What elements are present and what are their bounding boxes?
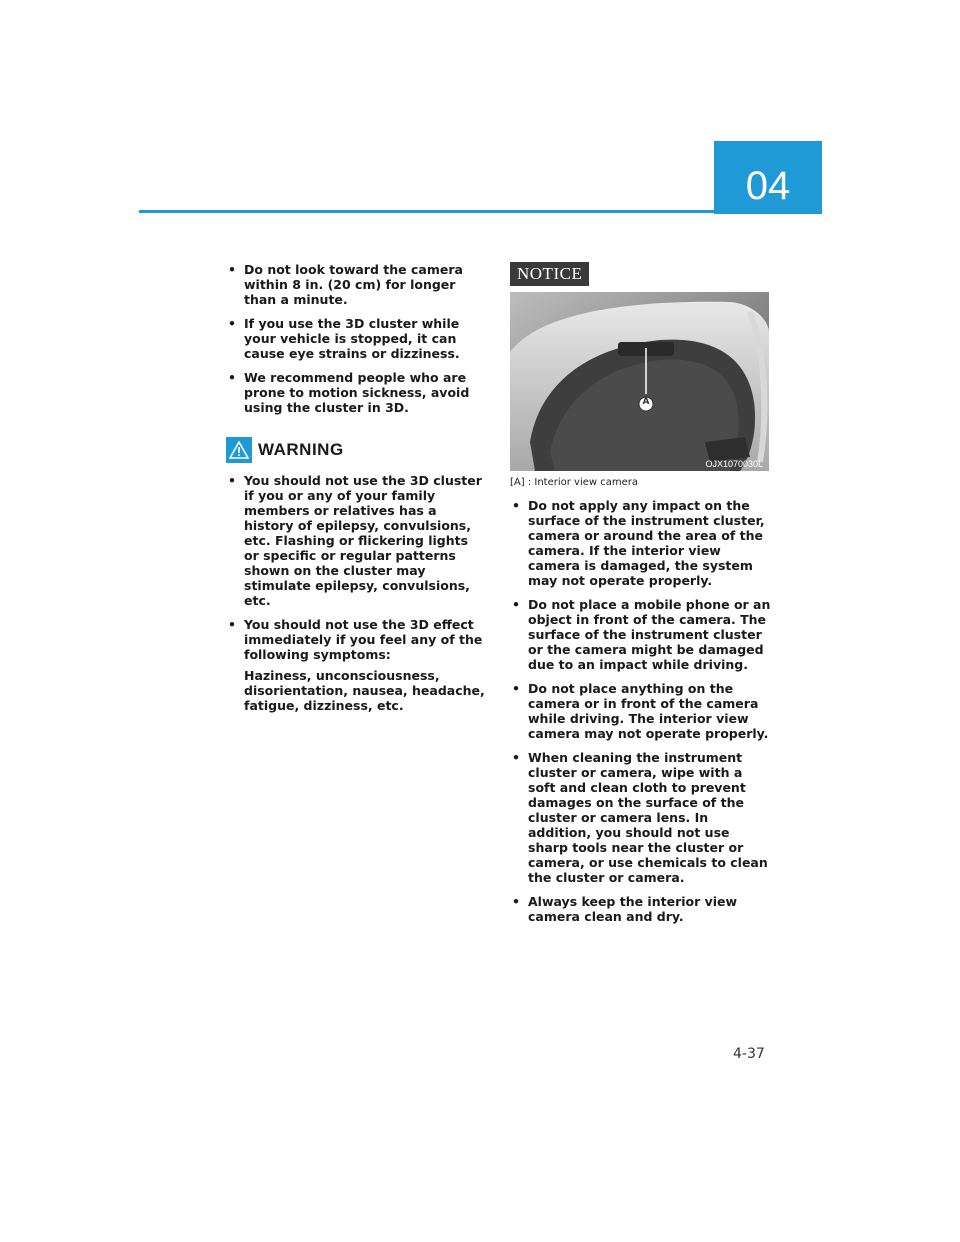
warning-list [226, 473, 486, 713]
list-item [226, 617, 486, 713]
figure-code: OJX1070030L [705, 459, 763, 469]
right-column [510, 262, 772, 933]
chapter-number: 04 [745, 164, 791, 208]
figure-caption: [A] : Interior view camera [510, 477, 638, 488]
symptoms-text: Haziness, unconsciousness, disorientation, nausea, headache, fatigue, dizziness, etc. [244, 668, 485, 713]
warning-heading [226, 437, 486, 463]
list-item: • Do not place anything on the camera or in front of the camera while driving. The interior view camera may not operate properly. [510, 681, 772, 741]
list-item: • Do not apply any impact on the surface of the instrument cluster, camera or around the area of the camera. If the interior view camera is damaged, the system may not operate properly. [510, 498, 772, 588]
list-item: • If you use the 3D cluster while your vehicle is stopped, it can cause eye strains or dizziness. [226, 316, 486, 361]
warning-label: WARNING [258, 440, 344, 459]
notice-badge: NOTICE [510, 262, 589, 286]
cluster-illustration [510, 292, 769, 471]
notice-list [510, 498, 772, 924]
list-item-text: You should not use the 3D effect immediately if you feel any of the following symptoms: [244, 617, 483, 662]
interior-camera-figure [510, 292, 769, 471]
list-item: • Do not place a mobile phone or an object in front of the camera. The surface of the instrument cluster or the camera might be damaged due to an impact while driving. [510, 597, 772, 672]
list-item: • You should not use the 3D cluster if you or any of your family members or relatives has a history of epilepsy, convulsions, etc. Flashing or flickering lights or specific or regular patterns shown on the cluster may stimulate epilepsy, convulsions, etc. [226, 473, 486, 608]
list-item: • We recommend people who are prone to motion sickness, avoid using the cluster in 3D. [226, 370, 486, 415]
caution-list [226, 262, 486, 415]
page-number: 4-37 [733, 1046, 765, 1062]
left-column [226, 262, 486, 722]
figure-marker: A [642, 397, 650, 407]
header-rule [139, 210, 714, 213]
list-item: • When cleaning the instrument cluster or camera, wipe with a soft and clean cloth to prevent damages on the surface of the cluster or camera lens. In addition, you should not use sharp tools near the cluster or camera, or use chemicals to clean the cluster or camera. [510, 750, 772, 885]
warning-triangle-icon [226, 437, 252, 463]
list-item: • Always keep the interior view camera clean and dry. [510, 894, 772, 924]
chapter-tab [714, 141, 822, 214]
list-item: • Do not look toward the camera within 8 in. (20 cm) for longer than a minute. [226, 262, 486, 307]
